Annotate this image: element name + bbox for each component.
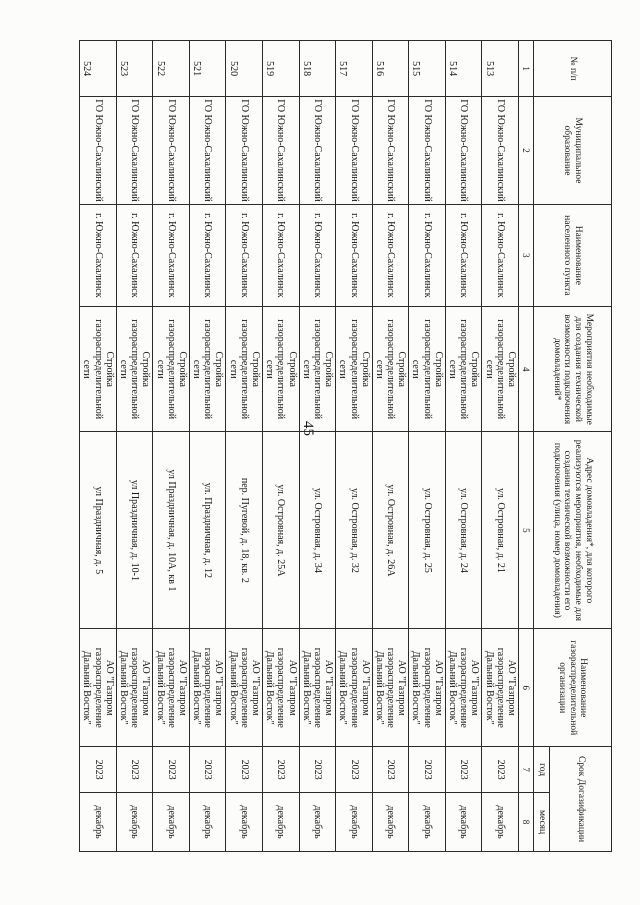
table-row xyxy=(189,41,226,852)
header-month: месяц xyxy=(534,793,550,852)
measure-cell: Стройка газораспределительной сети xyxy=(116,307,153,432)
year-cell: 2023 xyxy=(336,747,373,793)
row-number: 522 xyxy=(153,41,190,97)
measure-cell: Стройка газораспределительной сети xyxy=(299,307,336,432)
month-cell: декабрь xyxy=(80,793,117,852)
organization-cell: АО "Газпром газораспределение Дальний Восток" xyxy=(226,629,263,747)
column-number: 6 xyxy=(519,629,534,747)
header-municipality: Муниципальное образование xyxy=(534,97,612,204)
municipality-cell: ГО Южно-Сахалинский xyxy=(263,97,300,204)
organization-cell: АО "Газпром газораспределение Дальний Восток" xyxy=(409,629,446,747)
organization-cell: АО "Газпром газораспределение Дальний Восток" xyxy=(116,629,153,747)
table-row xyxy=(409,41,446,852)
settlement-cell: г. Южно-Сахалинск xyxy=(299,204,336,306)
organization-cell: АО "Газпром газораспределение Дальний Восток" xyxy=(372,629,409,747)
month-cell: декабрь xyxy=(336,793,373,852)
rotated-table-wrapper xyxy=(81,40,612,852)
settlement-cell: г. Южно-Сахалинск xyxy=(372,204,409,306)
organization-cell: АО "Газпром газораспределение Дальний Восток" xyxy=(80,629,117,747)
header-row xyxy=(550,41,612,852)
organization-cell: АО "Газпром газораспределение Дальний Восток" xyxy=(299,629,336,747)
municipality-cell: ГО Южно-Сахалинский xyxy=(299,97,336,204)
settlement-cell: г. Южно-Сахалинск xyxy=(189,204,226,306)
address-cell: ул. Островная, д. 26А xyxy=(372,432,409,629)
organization-cell: АО "Газпром газораспределение Дальний Восток" xyxy=(189,629,226,747)
settlement-cell: г. Южно-Сахалинск xyxy=(153,204,190,306)
organization-cell: АО "Газпром газораспределение Дальний Восток" xyxy=(263,629,300,747)
year-cell: 2023 xyxy=(372,747,409,793)
month-cell: декабрь xyxy=(409,793,446,852)
settlement-cell: г. Южно-Сахалинск xyxy=(445,204,482,306)
month-cell: декабрь xyxy=(299,793,336,852)
municipality-cell: ГО Южно-Сахалинский xyxy=(116,97,153,204)
column-number: 8 xyxy=(519,793,534,852)
address-cell: ул. Праздничная, д. 12 xyxy=(189,432,226,629)
measure-cell: Стройка газораспределительной сети xyxy=(263,307,300,432)
settlement-cell: г. Южно-Сахалинск xyxy=(482,204,519,306)
address-cell: ул. Островная, д. 21 xyxy=(482,432,519,629)
table-row xyxy=(263,41,300,852)
row-number: 513 xyxy=(482,41,519,97)
measure-cell: Стройка газораспределительной сети xyxy=(409,307,446,432)
row-number: 524 xyxy=(80,41,117,97)
month-cell: декабрь xyxy=(153,793,190,852)
header-num: № п/п xyxy=(534,41,612,97)
column-number: 4 xyxy=(519,307,534,432)
settlement-cell: г. Южно-Сахалинск xyxy=(336,204,373,306)
row-number: 520 xyxy=(226,41,263,97)
measure-cell: Стройка газораспределительной сети xyxy=(80,307,117,432)
column-number: 2 xyxy=(519,97,534,204)
row-number: 521 xyxy=(189,41,226,97)
month-cell: декабрь xyxy=(116,793,153,852)
table-row xyxy=(445,41,482,852)
municipality-cell: ГО Южно-Сахалинский xyxy=(482,97,519,204)
municipality-cell: ГО Южно-Сахалинский xyxy=(372,97,409,204)
measure-cell: Стройка газораспределительной сети xyxy=(153,307,190,432)
address-cell: ул. Островная, д. 24 xyxy=(445,432,482,629)
address-cell: ул Праздничная, д. 10-1 xyxy=(116,432,153,629)
row-number: 516 xyxy=(372,41,409,97)
row-number: 518 xyxy=(299,41,336,97)
settlement-cell: г. Южно-Сахалинск xyxy=(409,204,446,306)
year-cell: 2023 xyxy=(226,747,263,793)
column-number: 1 xyxy=(519,41,534,97)
header-deadline: Срок Догазификации xyxy=(550,747,612,852)
row-number: 519 xyxy=(263,41,300,97)
month-cell: декабрь xyxy=(226,793,263,852)
measure-cell: Стройка газораспределительной сети xyxy=(336,307,373,432)
municipality-cell: ГО Южно-Сахалинский xyxy=(153,97,190,204)
municipality-cell: ГО Южно-Сахалинский xyxy=(409,97,446,204)
header-address: Адрес домовладения*, для которого реализуются мероприятия, необходимые для создания технической возможности его подключения (улица, номер домовладения) xyxy=(534,432,612,629)
column-number: 3 xyxy=(519,204,534,306)
measure-cell: Стройка газораспределительной сети xyxy=(189,307,226,432)
month-cell: декабрь xyxy=(263,793,300,852)
month-cell: декабрь xyxy=(372,793,409,852)
address-cell: ул Праздничная, д. 5 xyxy=(80,432,117,629)
municipality-cell: ГО Южно-Сахалинский xyxy=(189,97,226,204)
organization-cell: АО "Газпром газораспределение Дальний Восток" xyxy=(445,629,482,747)
address-cell: ул. Островная, д. 34 xyxy=(299,432,336,629)
gasification-table xyxy=(79,40,612,852)
municipality-cell: ГО Южно-Сахалинский xyxy=(80,97,117,204)
page-number: 45 xyxy=(300,421,316,436)
table-row xyxy=(80,41,117,852)
address-cell: ул. Островная, д. 25 xyxy=(409,432,446,629)
organization-cell: АО "Газпром газораспределение Дальний Восток" xyxy=(336,629,373,747)
table-row xyxy=(372,41,409,852)
municipality-cell: ГО Южно-Сахалинский xyxy=(226,97,263,204)
table-row xyxy=(226,41,263,852)
settlement-cell: г. Южно-Сахалинск xyxy=(80,204,117,306)
row-number: 523 xyxy=(116,41,153,97)
month-cell: декабрь xyxy=(445,793,482,852)
settlement-cell: г. Южно-Сахалинск xyxy=(263,204,300,306)
address-cell: пер. Пугевой, д. 18, кв. 2 xyxy=(226,432,263,629)
table-row xyxy=(336,41,373,852)
year-cell: 2023 xyxy=(189,747,226,793)
table-body xyxy=(80,41,519,852)
organization-cell: АО "Газпром газораспределение Дальний Восток" xyxy=(482,629,519,747)
header-year: год xyxy=(534,747,550,793)
header-organization: Наименование газораспределительной организации xyxy=(534,629,612,747)
settlement-cell: г. Южно-Сахалинск xyxy=(226,204,263,306)
address-cell: ул Праздничная, д. 10А, кв 1 xyxy=(153,432,190,629)
column-number: 5 xyxy=(519,432,534,629)
year-cell: 2023 xyxy=(153,747,190,793)
measure-cell: Стройка газораспределительной сети xyxy=(372,307,409,432)
address-cell: ул. Островная, д. 25А xyxy=(263,432,300,629)
year-cell: 2023 xyxy=(445,747,482,793)
table-row xyxy=(116,41,153,852)
year-cell: 2023 xyxy=(299,747,336,793)
column-number-row xyxy=(519,41,534,852)
table-row xyxy=(153,41,190,852)
municipality-cell: ГО Южно-Сахалинский xyxy=(336,97,373,204)
year-cell: 2023 xyxy=(116,747,153,793)
month-cell: декабрь xyxy=(189,793,226,852)
month-cell: декабрь xyxy=(482,793,519,852)
year-cell: 2023 xyxy=(482,747,519,793)
header-measures: Мероприятия необходимые для создания технической возможности подключения домовладений* xyxy=(534,307,612,432)
year-cell: 2023 xyxy=(263,747,300,793)
header-settlement: Наименование населенного пункта xyxy=(534,204,612,306)
measure-cell: Стройка газораспределительной сети xyxy=(445,307,482,432)
table-row xyxy=(482,41,519,852)
organization-cell: АО "Газпром газораспределение Дальний Восток" xyxy=(153,629,190,747)
measure-cell: Стройка газораспределительной сети xyxy=(482,307,519,432)
year-cell: 2023 xyxy=(80,747,117,793)
column-number: 7 xyxy=(519,747,534,793)
settlement-cell: г. Южно-Сахалинск xyxy=(116,204,153,306)
row-number: 517 xyxy=(336,41,373,97)
row-number: 514 xyxy=(445,41,482,97)
table-row xyxy=(299,41,336,852)
measure-cell: Стройка газораспределительной сети xyxy=(226,307,263,432)
address-cell: ул. Островная, д. 32 xyxy=(336,432,373,629)
year-cell: 2023 xyxy=(409,747,446,793)
row-number: 515 xyxy=(409,41,446,97)
municipality-cell: ГО Южно-Сахалинский xyxy=(445,97,482,204)
